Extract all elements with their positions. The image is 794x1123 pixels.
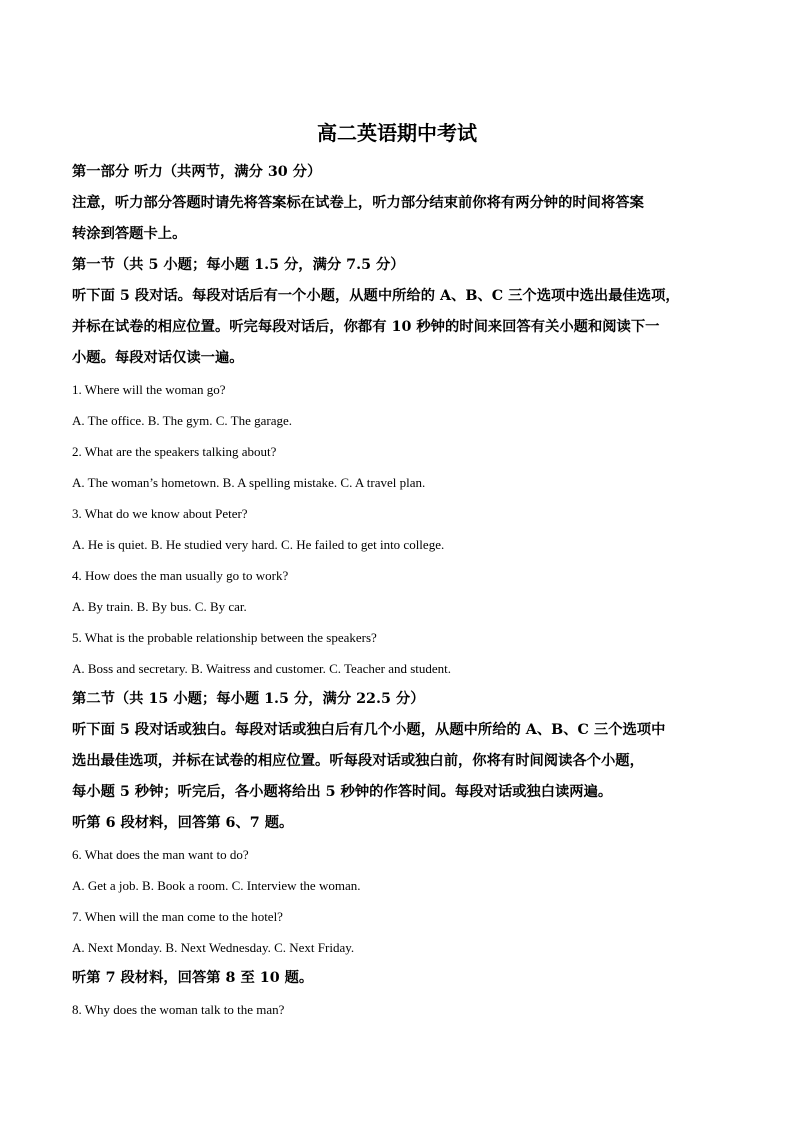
- question-line: A. Next Monday. B. Next Wednesday. C. Next Friday.: [72, 940, 355, 955]
- section-instruction-line: 选出最佳选项，并标在试卷的相应位置。听每段对话或独白前，你将有时间阅读各个小题，: [72, 753, 644, 769]
- section-instruction-line: 并标在试卷的相应位置。听完每段对话后，你都有 10 秒钟的时间来回答有关小题和阅读下一: [72, 319, 660, 335]
- question-line: 2. What are the speakers talking about?: [72, 444, 277, 459]
- question-line: A. Get a job. B. Book a room. C. Interview the woman.: [72, 878, 361, 893]
- exam-title: 高二英语期中考试: [317, 121, 477, 145]
- question-line: 7. When will the man come to the hotel?: [72, 909, 283, 924]
- exam-content: [72, 157, 722, 1025]
- question-line: A. The woman’s hometown. B. A spelling mistake. C. A travel plan.: [72, 475, 426, 490]
- question-line: A. Boss and secretary. B. Waitress and customer. C. Teacher and student.: [72, 661, 452, 676]
- section-instruction-line: 听第 7 段材料，回答第 8 至 10 题。: [72, 970, 314, 986]
- question-line: 5. What is the probable relationship between the speakers?: [72, 630, 377, 645]
- section-instruction-line: 听下面 5 段对话或独白。每段对话或独白后有几个小题，从题中所给的 A、B、C 三个选项中: [72, 722, 666, 738]
- question-line: 3. What do we know about Peter?: [72, 506, 248, 521]
- question-line: A. He is quiet. B. He studied very hard. C. He failed to get into college.: [72, 537, 445, 552]
- section-instruction-line: 听下面 5 段对话。每段对话后有一个小题，从题中所给的 A、B、C 三个选项中选出最佳选项，: [72, 288, 680, 304]
- question-line: 8. Why does the woman talk to the man?: [72, 1002, 285, 1017]
- section-instruction-line: 注意，听力部分答题时请先将答案标在试卷上，听力部分结束前你将有两分钟的时间将答案: [72, 195, 644, 211]
- question-line: A. The office. B. The gym. C. The garage.: [72, 413, 292, 428]
- section-instruction-line: 听第 6 段材料，回答第 6、7 题。: [72, 815, 294, 831]
- question-line: 4. How does the man usually go to work?: [72, 568, 289, 583]
- question-line: A. By train. B. By bus. C. By car.: [72, 599, 247, 614]
- section-instruction-line: 转涂到答题卡上。: [72, 226, 187, 242]
- section-instruction-line: 小题。每段对话仅读一遍。: [72, 350, 244, 366]
- question-line: 1. Where will the woman go?: [72, 382, 226, 397]
- section-instruction-line: 第一部分 听力（共两节，满分 30 分）: [72, 164, 322, 180]
- question-line: 6. What does the man want to do?: [72, 847, 249, 862]
- section-instruction-line: 第二节（共 15 小题；每小题 1.5 分，满分 22.5 分）: [72, 691, 425, 707]
- section-instruction-line: 第一节（共 5 小题；每小题 1.5 分，满分 7.5 分）: [72, 257, 405, 273]
- section-instruction-line: 每小题 5 秒钟；听完后，各小题将给出 5 秒钟的作答时间。每段对话或独白读两遍。: [72, 784, 613, 800]
